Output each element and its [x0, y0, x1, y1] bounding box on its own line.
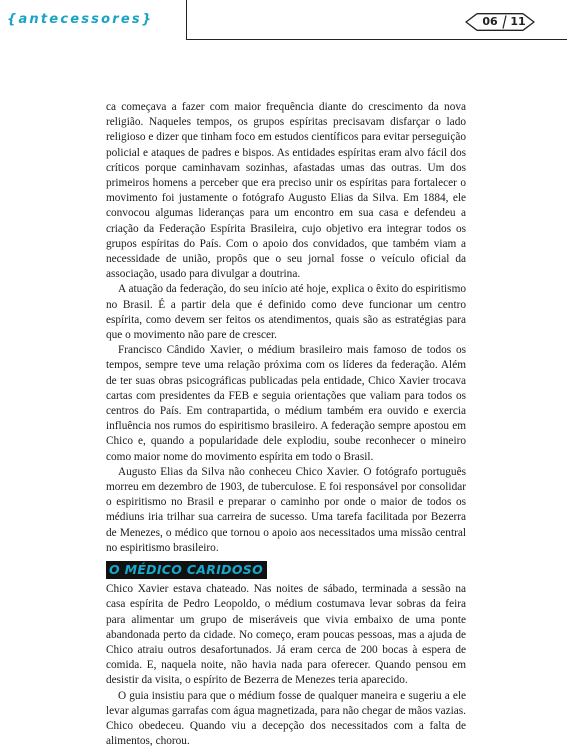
header-horizontal-rule — [186, 39, 567, 40]
article-paragraph: Francisco Cândido Xavier, o médium brasileiro mais famoso de todos os tempos, sempre teve uma relação próxima com os líderes da federação. Além de ter suas obras psicográficas publicadas pela entidade, Chico Xavier trocava cartas com presidentes da FEB e seguia orientações que valiam para todos os centros do País. Em contrapartida, o médium também era ouvido e exercia influência nos rumos do espiritismo brasileiro. A federação sempre apostou em Chico e, quando a popularidade dele explodiu, soube reconhecer o mineiro como maior nome do movimento espírita em todo o Brasil. — [106, 344, 466, 463]
subhead-wrapper — [106, 556, 466, 582]
page-header — [0, 0, 567, 40]
article-paragraph: O guia insistiu para que o médium fosse de qualquer maneira e sugeriu a ele levar algumas garrafas com água magnetizada, para não chegar de mãos vazias. Chico obedeceu. Quando viu a decepção dos necessitados com a falta de alimentos, chorou. — [106, 689, 466, 748]
header-vertical-rule — [186, 0, 187, 40]
section-subhead: O MÉDICO CARIDOSO — [106, 561, 267, 579]
section-brand: {antecessores} — [7, 12, 154, 27]
article-column — [106, 100, 466, 749]
article-paragraph: A atuação da federação, do seu início até hoje, explica o êxito do espiritismo no Brasil. É a partir dela que é definido como deve funcionar um centro espírita, como devem ser feitos os atendimentos, quais são as estratégias para que o movimento não pare de crescer. — [106, 283, 466, 342]
article-paragraph: Chico Xavier estava chateado. Nas noites de sábado, terminada a sessão na casa espírita de Pedro Leopoldo, o médium costumava levar sobras da feira para alimentar um grupo de miseráveis que vivia embaixo de uma ponte abandonada perto da cidade. No começo, eram poucas pessoas, mas a ajuda de Chico atraiu outros desafortunados. Já eram cerca de 200 bocas à espera de comida. E, naquela noite, não havia nada para oferecer. Quando pensou em desistir da visita, o espírito de Bezerra de Menezes teria aparecido. — [106, 583, 466, 687]
current-page-number: 06 — [482, 15, 498, 28]
article-paragraph: Augusto Elias da Silva não conheceu Chico Xavier. O fotógrafo português morreu em dezembro de 1903, de tuberculose. E foi responsável por consolidar o espiritismo no Brasil e preparar o caminho por onde o maior de todos os médiuns iria trilhar sua carreira de sucesso. Uma tarefa facilitada por Bezerra de Menezes, o médico que tornou o apoio aos necessitados uma missão central no espiritismo brasileiro. — [106, 465, 466, 554]
article-paragraph: ca começava a fazer com maior frequência diante do crescimento da nova religião. Naqueles tempos, os grupos espíritas precisavam disfarçar o lado religioso e dizer que tinham foco em estudos científicos para evitar perseguição policial e ataques de padres e bispos. As entidades espíritas eram alvo fácil dos críticos porque caminhavam sozinhas, afastadas umas das outras. Um dos primeiros homens a perceber que era preciso unir os espíritas para fortalecer o movimento foi justamente o fotógrafo Augusto Elias da Silva. Em 1884, ele convocou algumas lideranças para um encontro em sua casa e defendeu a criação da Federação Espírita Brasileira, cujo objetivo era integrar todos os grupos espíritas do País. Com o apoio dos convidados, que também viam a necessidade de união, propôs que o seu jornal fosse o veículo oficial da associação, usado para divulgar a doutrina. — [106, 101, 466, 281]
total-pages-number: 11 — [510, 15, 526, 28]
